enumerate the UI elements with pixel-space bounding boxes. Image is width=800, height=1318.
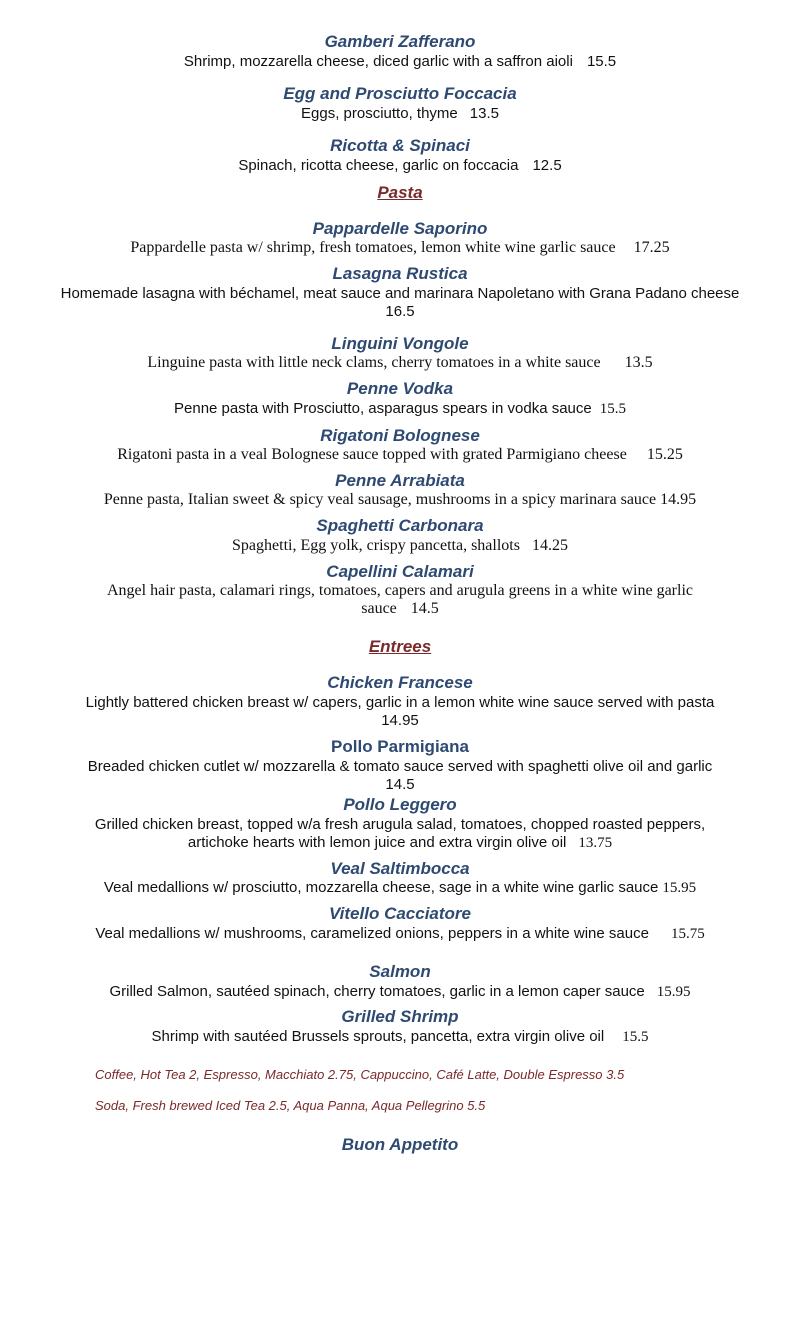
item-price: 14.25 <box>531 537 568 554</box>
item-name: Egg and Prosciutto Foccacia <box>283 84 517 103</box>
item-description: Spaghetti, Egg yolk, crispy pancetta, shallots 14.25 <box>232 537 568 554</box>
item-price: 15.25 <box>646 446 683 463</box>
item-price: 15.5 <box>622 1029 649 1045</box>
item-name: Chicken Francese <box>327 673 473 692</box>
item-price: 14.95 <box>381 712 419 729</box>
item-price: 15.5 <box>586 53 617 70</box>
item-description: sauce 14.5 <box>361 600 439 617</box>
closing-text: Buon Appetito <box>341 1135 459 1154</box>
item-description: Penne pasta, Italian sweet & spicy veal sausage, mushrooms in a spicy marinara sauce 14.95 <box>103 491 697 508</box>
item-name: Pollo Parmigiana <box>331 737 469 756</box>
item-price: 14.5 <box>410 600 439 617</box>
item-description: Angel hair pasta, calamari rings, tomatoes, capers and arugula greens in a white wine garlic <box>107 582 693 599</box>
item-name: Vitello Cacciatore <box>328 904 472 923</box>
item-description: Veal medallions w/ prosciutto, mozzarella cheese, sage in a white wine garlic sauce 15.95 <box>103 879 697 896</box>
hot-drinks-line: Coffee, Hot Tea 2, Espresso, Macchiato 2.75, Cappuccino, Café Latte, Double Espresso 3.5 <box>95 1067 625 1082</box>
item-description: Grilled Salmon, sautéed spinach, cherry tomatoes, garlic in a lemon caper sauce 15.95 <box>109 983 691 1000</box>
item-price: 13.75 <box>578 835 613 851</box>
item-price: 15.75 <box>670 926 705 942</box>
item-price: 13.5 <box>624 354 653 371</box>
item-description: artichoke hearts with lemon juice and extra virgin olive oil 13.75 <box>187 834 613 851</box>
item-description: Lightly battered chicken breast w/ capers, garlic in a lemon white wine sauce served with pasta <box>85 694 715 711</box>
item-description: Breaded chicken cutlet w/ mozzarella & tomato sauce served with spaghetti olive oil and garlic <box>87 758 713 775</box>
item-name: Pappardelle Saporino <box>312 219 488 238</box>
item-description: Grilled chicken breast, topped w/a fresh arugula salad, tomatoes, chopped roasted peppers, <box>94 816 706 833</box>
item-name: Penne Arrabiata <box>335 471 465 490</box>
item-description: Homemade lasagna with béchamel, meat sauce and marinara Napoletano with Grana Padano cheese <box>60 285 740 302</box>
section-heading-pasta: Pasta <box>377 183 423 202</box>
cold-drinks-line: Soda, Fresh brewed Iced Tea 2.5, Aqua Panna, Aqua Pellegrino 5.5 <box>95 1098 486 1113</box>
item-price: 13.5 <box>469 105 499 122</box>
item-name: Lasagna Rustica <box>332 264 468 283</box>
item-name: Gamberi Zafferano <box>324 32 476 51</box>
item-name: Veal Saltimbocca <box>330 859 470 878</box>
item-name: Rigatoni Bolognese <box>320 426 480 445</box>
item-description: Shrimp with sautéed Brussels sprouts, pancetta, extra virgin olive oil 15.5 <box>151 1028 649 1045</box>
item-description: Eggs, prosciutto, thyme 13.5 <box>301 105 499 122</box>
item-description: Linguine pasta with little neck clams, cherry tomatoes in a white sauce 13.5 <box>147 354 653 371</box>
item-description: Veal medallions w/ mushrooms, caramelized onions, peppers in a white wine sauce 15.75 <box>95 925 705 942</box>
item-description: Pappardelle pasta w/ shrimp, fresh tomatoes, lemon white wine garlic sauce 17.25 <box>130 239 670 256</box>
item-name: Capellini Calamari <box>326 562 474 581</box>
item-name: Spaghetti Carbonara <box>316 516 484 535</box>
item-description: Shrimp, mozzarella cheese, diced garlic with a saffron aioli 15.5 <box>183 53 617 70</box>
item-name: Penne Vodka <box>346 379 454 398</box>
item-price: 16.5 <box>385 303 415 320</box>
item-name: Ricotta & Spinaci <box>330 136 470 155</box>
item-price: 15.5 <box>599 401 626 417</box>
item-description: Spinach, ricotta cheese, garlic on foccacia 12.5 <box>238 157 562 174</box>
item-price: 15.95 <box>656 984 691 1000</box>
item-price: 17.25 <box>633 239 670 256</box>
item-price: 12.5 <box>532 157 562 174</box>
item-price: 14.95 <box>660 491 697 508</box>
item-name: Grilled Shrimp <box>341 1007 459 1026</box>
item-price: 14.5 <box>385 776 415 793</box>
item-name: Salmon <box>369 962 431 981</box>
item-description: Rigatoni pasta in a veal Bolognese sauce topped with grated Parmigiano cheese 15.25 <box>117 446 683 463</box>
item-description: Penne pasta with Prosciutto, asparagus spears in vodka sauce 15.5 <box>174 400 626 417</box>
section-heading-entrees: Entrees <box>368 637 432 656</box>
item-price: 15.95 <box>662 880 697 896</box>
item-name: Pollo Leggero <box>343 795 457 814</box>
item-name: Linguini Vongole <box>331 334 469 353</box>
